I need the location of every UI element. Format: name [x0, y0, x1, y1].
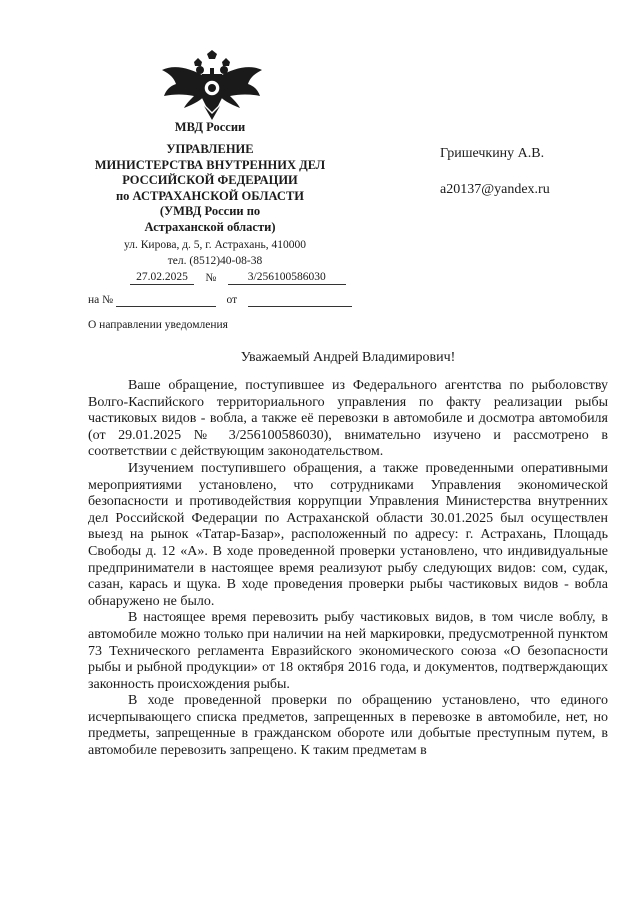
number-label: №: [205, 272, 217, 284]
ref-number: [116, 292, 216, 307]
address-block: [60, 238, 370, 269]
letter-body: [88, 378, 608, 760]
reference-line: [88, 292, 352, 307]
body-paragraph: Изучением поступившего обращения, а также проведенными оперативными мероприятиями установлено, что сотрудниками Управления экономической безопасности и противодействия коррупции Управления Министерства внутренних дел Российской Федерации по Астраханской области 30.01.2025 был осуществлен выезд на рынок «Татар-Базар», расположенный по адресу: г. Астрахань, Площадь Свободы д. 12 «А». В ходе проведенной проверки установлено, что индивидуальные предприниматели в настоящее время реализуют рыбу следующих видов: сом, судак, сазан, карась и щука. В ходе проведения проверки рыбы частиковых видов - вобла обнаружено не было.: [88, 460, 608, 609]
department-line: РОССИЙСКОЙ ФЕДЕРАЦИИ: [122, 173, 298, 187]
registration-number: 3/256100586030: [228, 270, 346, 285]
department-line: по АСТРАХАНСКОЙ ОБЛАСТИ: [115, 188, 305, 203]
department-line: Астраханской области): [144, 219, 276, 234]
greeting: Уважаемый Андрей Владимирович!: [240, 350, 456, 365]
registration-date: 27.02.2025: [130, 270, 194, 285]
from-date: [248, 292, 352, 307]
recipient-name: Гришечкину А.В.: [440, 146, 545, 161]
recipient-email: a20137@yandex.ru: [440, 182, 550, 197]
ref-label: на №: [88, 294, 114, 306]
department-line: (УМВД России по: [159, 204, 261, 218]
registration-line: [130, 270, 346, 285]
body-paragraph: В ходе проведенной проверки по обращению установлено, что единого исчерпывающего списка предметов, запрещенных в перевозке в автомобиле, нет, но предметы, запрещенные в гражданском обороте или добытые преступным путем, в автомобиле перевозить запрещено. К таким предметам в: [88, 693, 608, 759]
department-line: УПРАВЛЕНИЕ: [166, 142, 254, 156]
ministry-name: МВД России: [174, 120, 246, 134]
department-line: МИНИСТЕРСТВА ВНУТРЕННИХ ДЕЛ: [94, 157, 326, 172]
from-label: от: [226, 294, 238, 306]
phone-number: тел. (8512)40-08-38: [167, 254, 263, 267]
body-paragraph: Ваше обращение, поступившее из Федерального агентства по рыболовству Волго-Каспийского территориального управления по факту реализации рыбы частиковых видов - вобла, а также её перевозки в автомобиле и досмотра автомобиля (от 29.01.2025 № 3/256100586030), внимательно изучено и рассмотрено в соответствии с действующим законодательством.: [88, 378, 608, 460]
department-name: [60, 142, 360, 235]
letter-subject: О направлении уведомления: [88, 319, 228, 331]
body-paragraph: В настоящее время перевозить рыбу частиковых видов, в том числе воблу, в автомобиле можно только при наличии на ней маркировки, предусмотренной пунктом 73 Технического регламента Евразийского экономического союза «О безопасности рыбы и рыбной продукции» от 18 октября 2016 года, и документов, подтверждающих законность происхождения рыбы.: [88, 610, 608, 692]
double-headed-eagle-emblem-icon: [160, 50, 264, 122]
street-address: ул. Кирова, д. 5, г. Астрахань, 410000: [124, 239, 306, 251]
